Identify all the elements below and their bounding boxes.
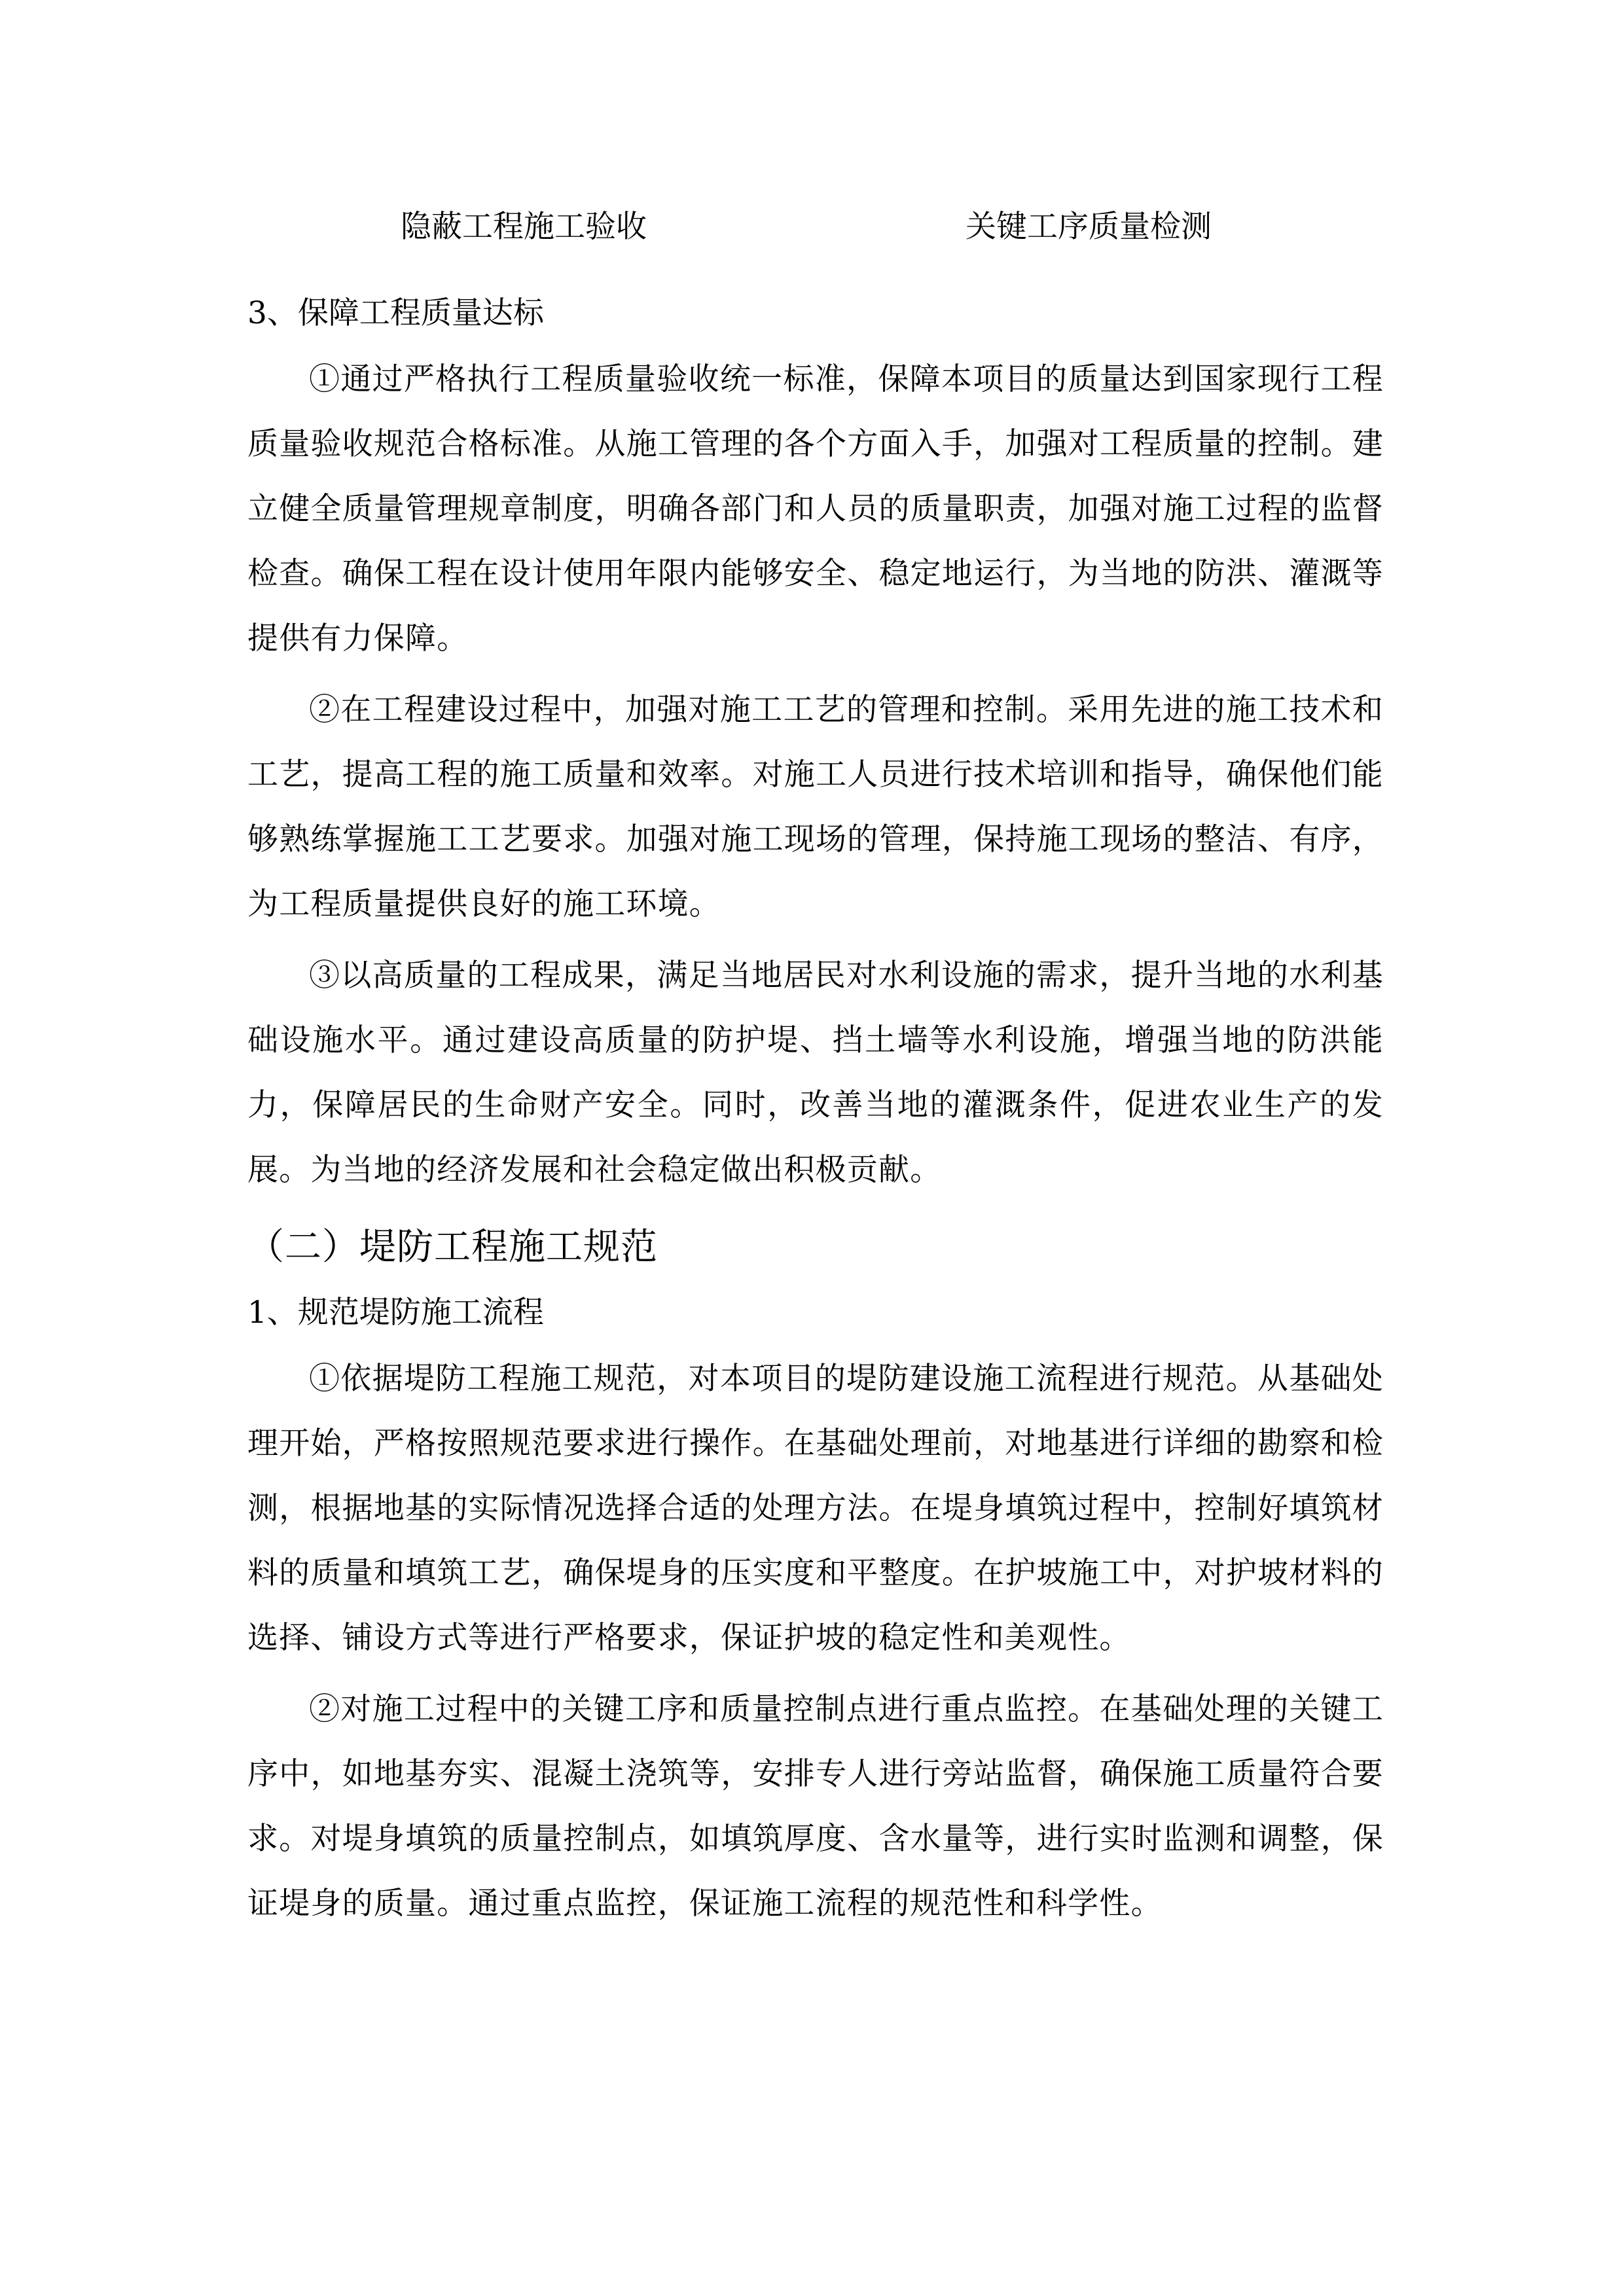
paragraph: ②在工程建设过程中，加强对施工工艺的管理和控制。采用先进的施工技术和工艺，提高工程的施工质量和效率。对施工人员进行技术培训和指导，确保他们能够熟练掌握施工工艺要求。加强对施工现场的管理，保持施工现场的整洁、有序，为工程质量提供良好的施工环境。	[247, 692, 1384, 922]
image-captions	[0, 204, 1624, 250]
paragraph: ②对施工过程中的关键工序和质量控制点进行重点监控。在基础处理的关键工序中，如地基夯实、混凝土浇筑等，安排专人进行旁站监督，确保施工质量符合要求。对堤身填筑的质量控制点，如填筑厚度、含水量等，进行实时监测和调整，保证堤身的质量。通过重点监控，保证施工流程的规范性和科学性。	[247, 1691, 1384, 1922]
paragraph: ①依据堤防工程施工规范，对本项目的堤防建设施工流程进行规范。从基础处理开始，严格按照规范要求进行操作。在基础处理前，对地基进行详细的勘察和检测，根据地基的实际情况选择合适的处理方法。在堤身填筑过程中，控制好填筑材料的质量和填筑工艺，确保堤身的压实度和平整度。在护坡施工中，对护坡材料的选择、铺设方式等进行严格要求，保证护坡的稳定性和美观性。	[247, 1361, 1384, 1656]
section-heading-quality-compliance: 3、保障工程质量达标	[247, 295, 544, 331]
chapter-heading-embankment-standards: （二）堤防工程施工规范	[247, 1226, 658, 1268]
caption-key-process-inspection: 关键工序质量检测	[965, 209, 1212, 245]
section-heading-embankment-process: 1、规范堤防施工流程	[247, 1295, 544, 1331]
paragraph: ③以高质量的工程成果，满足当地居民对水利设施的需求，提升当地的水利基础设施水平。通过建设高质量的防护堤、挡土墙等水利设施，增强当地的防洪能力，保障居民的生命财产安全。同时，改善当地的灌溉条件，促进农业生产的发展。为当地的经济发展和社会稳定做出积极贡献。	[247, 958, 1384, 1188]
document-body	[247, 280, 1384, 1943]
caption-concealed-works-acceptance: 隐蔽工程施工验收	[401, 209, 647, 245]
paragraph: ①通过严格执行工程质量验收统一标准，保障本项目的质量达到国家现行工程质量验收规范合格标准。从施工管理的各个方面入手，加强对工程质量的控制。建立健全质量管理规章制度，明确各部门和人员的质量职责，加强对施工过程的监督检查。确保工程在设计使用年限内能够安全、稳定地运行，为当地的防洪、灌溉等提供有力保障。	[247, 361, 1384, 656]
